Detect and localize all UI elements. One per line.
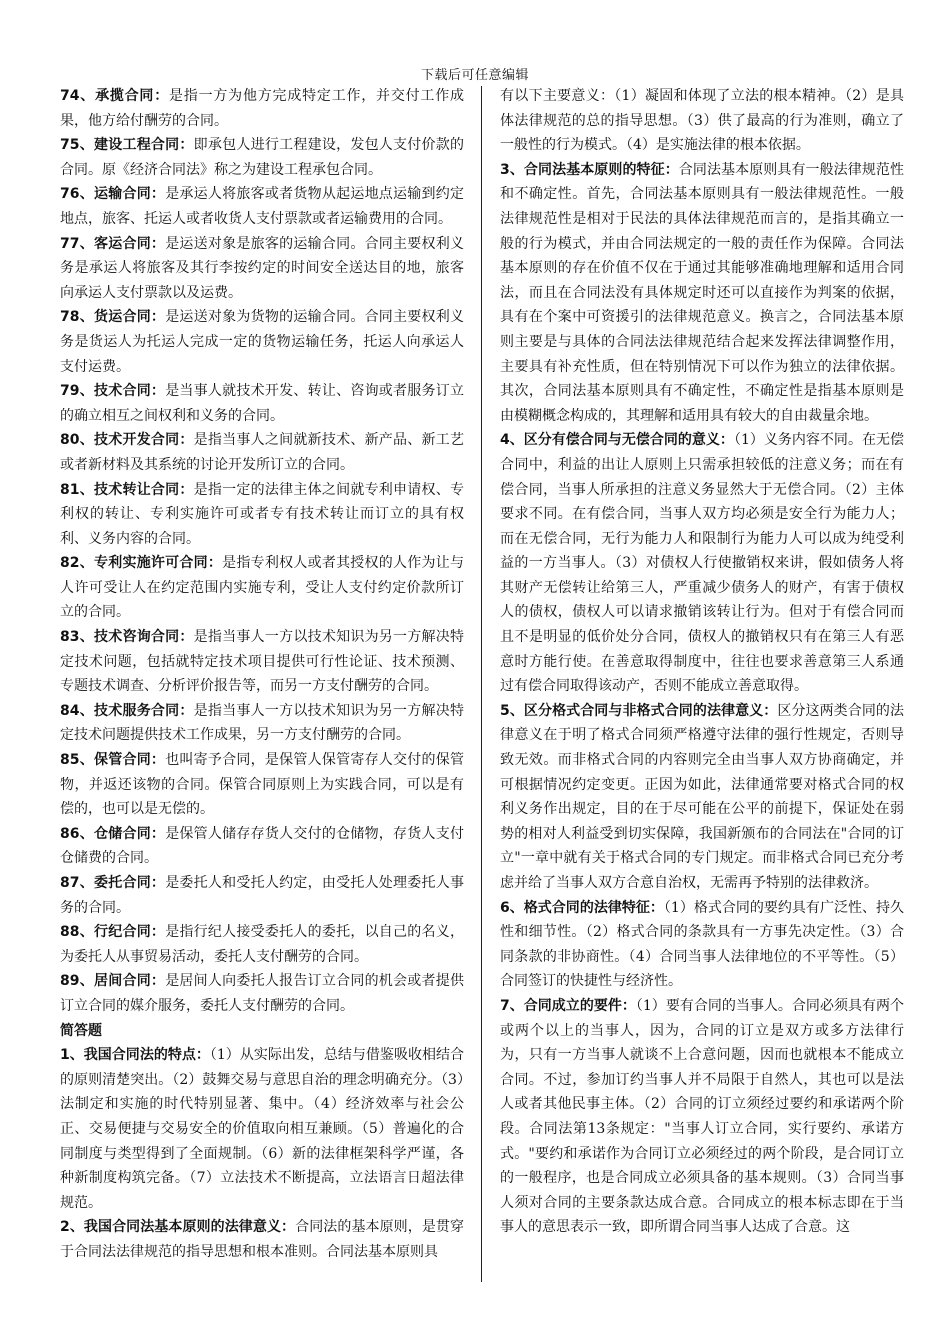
entry-term: 保管合同： bbox=[93, 752, 166, 769]
entry-number: 83、 bbox=[60, 629, 94, 646]
entry-term: 区分有偿合同与无偿合同的意义： bbox=[523, 432, 734, 449]
entry-text: 也叫寄予合同，是保管人保管寄存人交付的保管物，并返还该物的合同。保管合同原则上为实践合同，可以是有偿的，也可以是无偿的。 bbox=[60, 752, 465, 818]
entry-text: 合同法基本原则具有一般法律规范性和不确定性。首先，合同法基本原则具有一般法律规范性。一般法律规范性是相对于民法的具体法律规范而言的，是指其确立一般的行为模式，并由合同法规定的一般的责任作为保障。合同法基本原则的存在价值不仅在于通过其能够准确地理解和适用合同法，而且在合同法没有具体规定时还可以直接作为判案的依据，具有在个案中可资援引的法律规范意义。换言之，合同法基本原则主要是与具体的合同法法律规范结合起来发挥法律调整作用，主要具有补充性质，但在特别情况下可以作为独立的法律依据。其次，合同法基本原则具有不确定性，不确定性是指基本原则是由模糊概念构成的，其理解和适用具有较大的自由裁量余地。 bbox=[500, 161, 905, 424]
entry-number: 81、 bbox=[60, 481, 94, 498]
entry-text: 是保管人储存存货人交付的仓储物，存货人支付仓储费的合同。 bbox=[60, 825, 465, 867]
entry-text: 是指一方为他方完成特定工作，并交付工作成果，他方给付酬劳的合同。 bbox=[60, 88, 465, 129]
entry-number: 85、 bbox=[60, 752, 94, 769]
entry-text: 是指当事人一方以技术知识为另一方解决特定技术问题提供技术工作成果，另一方支付酬劳的合同。 bbox=[60, 702, 465, 744]
answer-entry bbox=[500, 699, 904, 896]
entry-term: 行纪合同： bbox=[93, 924, 166, 941]
entry-text: 是指当事人一方以技术知识为另一方解决特定技术问题，包括就特定技术项目提供可行性论证、技术预测、专题技术调查、分析评价报告等，而另一方支付酬劳的合同。 bbox=[60, 629, 465, 695]
answer-entry bbox=[60, 1215, 464, 1264]
entry-text: （1）从实际出发，总结与借鉴吸收相结合的原则清楚突出。（2）鼓舞交易与意思自治的理念明确充分。（3）法制定和实施的时代特别显著、集中。（4）经济效率与社会公正、交易便捷与交易安全的价值取向相互兼顾。（5）普遍化的合同制度与类型得到了全面规制。（6）新的法律框架科学严谨，各种新制度构筑完备。（7）立法技术不断提高，立法语言日超法律规范。 bbox=[60, 1047, 464, 1211]
entry-text: 是指行纪人接受委托人的委托，以自己的名义，为委托人从事贸易活动，委托人支付酬劳的合同。 bbox=[60, 924, 465, 965]
entry-number: 87、 bbox=[60, 875, 94, 891]
section-title: 简答题 bbox=[60, 1022, 102, 1039]
entry-text: 是指一定的法律主体之间就专利申请权、专利权的转让、专利实施许可或者专有技术转让而订立的具有权利、义务内容的合同。 bbox=[60, 481, 465, 547]
entry-number: 80、 bbox=[60, 432, 94, 449]
entry-number: 89、 bbox=[60, 973, 94, 990]
entry-term: 技术开发合同： bbox=[93, 432, 194, 449]
answer-entry bbox=[500, 428, 904, 699]
entry-term: 区分格式合同与非格式合同的法律意义： bbox=[523, 702, 778, 719]
entry-term: 技术咨询合同： bbox=[93, 629, 194, 646]
entry-text: （1）义务内容不同。在无偿合同中，利益的出让人原则上只需承担较低的注意义务；而在有偿合同，当事人所承担的注意义务显然大于无偿合同。（2）主体要求不同。在有偿合同，当事人双方均必须是安全行为能力人；而在无偿合同，无行为能力人和限制行为能力人可以成为纯受利益的一方当事人。（3）对债权人行使撤销权来讲，假如债务人将其财产无偿转让给第三人，严重减少债务人的财产，有害于债权人的债权，债权人可以请求撤销该转让行为。但对于有偿合同而且不是明显的低价处分合同，债权人的撤销权只有在第三人有恶意时方能行使。在善意取得制度中，往往也要求善意第三人系通过有偿合同取得该动产，否则不能成立善意取得。 bbox=[500, 432, 904, 695]
definition-entry bbox=[60, 551, 464, 625]
entry-term: 合同法基本原则的特征： bbox=[523, 161, 679, 178]
entry-term: 承揽合同： bbox=[95, 88, 170, 104]
answer-entry bbox=[500, 896, 904, 994]
entry-term: 货运合同： bbox=[93, 309, 166, 326]
entry-number: 1、 bbox=[60, 1047, 84, 1064]
entry-text: 区分这两类合同的法律意义在于明了格式合同须严格遵守法律的强行性规定，否则导致无效。而非格式合同的内容则完全由当事人双方协商确定，并可根据情况约定变更。正因为如此，法律通常要对格式合同的权利义务作出规定，目的在于尽可能在公平的前提下，保证处在弱势的相对人利益受到切实保障，我国新颁布的合同法在"合同的订立"一章中就有关于格式合同的专门规定。而非格式合同已充分考虑并给了当事人双方合意自治权，无需再予特别的法律救济。 bbox=[500, 702, 905, 891]
left-column bbox=[60, 84, 464, 1265]
entry-number: 82、 bbox=[60, 555, 94, 572]
answer-entry bbox=[500, 158, 904, 429]
right-column bbox=[500, 84, 904, 1240]
entry-term: 格式合同的法律特征： bbox=[523, 899, 664, 916]
answer-entry bbox=[500, 994, 904, 1240]
entry-text: 是运送对象为货物的运输合同。合同主要权利义务是货运人为托运人完成一定的货物运输任务，托运人向承运人支付运费。 bbox=[60, 309, 465, 375]
entry-text: 是指专利权人或者其授权的人作为让与人许可受让人在约定范围内实施专利，受让人支付约定价款所订立的合同。 bbox=[60, 555, 465, 621]
entry-text: 是居间人向委托人报告订立合同的机会或者提供订立合同的媒介服务，委托人支付酬劳的合同。 bbox=[60, 973, 465, 1014]
entry-number: 4、 bbox=[500, 432, 524, 449]
entry-number: 75、 bbox=[60, 137, 94, 154]
entry-term: 技术合同： bbox=[93, 383, 166, 400]
definition-entry bbox=[60, 748, 464, 822]
definition-entry bbox=[60, 232, 464, 306]
definition-entry bbox=[60, 478, 464, 552]
entry-term: 建设工程合同： bbox=[93, 137, 194, 154]
definition-entry bbox=[60, 428, 464, 477]
entry-term: 委托合同： bbox=[93, 875, 166, 891]
entry-term: 技术转让合同： bbox=[93, 481, 194, 498]
definition-entry bbox=[60, 969, 464, 1018]
entry-text: （1）要有合同的当事人。合同必须具有两个或两个以上的当事人，因为，合同的订立是双方或多方法律行为，只有一方当事人就谈不上合意问题，因而也就根本不能成立合同。不过，参加订约当事人并不局限于自然人，其也可以是法人或者其他民事主体。（2）合同的订立须经过要约和承诺两个阶段。合同法第13条规定："当事人订立合同，实行要约、承诺方式。"要约和承诺作为合同订立必须经过的两个阶段，是合同订立的一般程序，也是合同成立必须具备的基本规则。（3）合同当事人须对合同的主要条款达成合意。合同成立的根本标志即在于当事人的意思表示一致，即所谓合同当事人达成了合意。这 bbox=[500, 997, 905, 1236]
entry-text: 是当事人就技术开发、转让、咨询或者服务订立的确立相互之间权利和义务的合同。 bbox=[60, 383, 465, 424]
definition-entry bbox=[60, 133, 464, 182]
entry-number: 77、 bbox=[60, 235, 94, 252]
short-answer-list-continued bbox=[500, 84, 904, 1240]
entry-number: 74、 bbox=[60, 88, 96, 104]
entry-term: 我国合同法基本原则的法律意义： bbox=[83, 1219, 296, 1236]
definition-entry bbox=[60, 920, 464, 969]
entry-number: 5、 bbox=[500, 702, 524, 719]
entry-number: 7、 bbox=[500, 997, 524, 1014]
entry-text: 是运送对象是旅客的运输合同。合同主要权利义务是承运人将旅客及其行李按约定的时间安全送达目的地，旅客向承运人支付票款以及运费。 bbox=[60, 235, 465, 301]
entry-number: 84、 bbox=[60, 702, 94, 719]
definition-entry bbox=[60, 822, 464, 871]
definition-entry bbox=[60, 305, 464, 379]
entry-text: 是指当事人之间就新技术、新产品、新工艺或者新材料及其系统的讨论开发所订立的合同。 bbox=[60, 432, 465, 473]
entry-number: 88、 bbox=[60, 924, 94, 941]
short-answer-list bbox=[60, 1043, 464, 1264]
entry-number: 2、 bbox=[60, 1219, 84, 1236]
definition-entry bbox=[60, 625, 464, 699]
entry-text: 是承运人将旅客或者货物从起运地点运输到约定地点，旅客、托运人或者收货人支付票款或者运输费用的合同。 bbox=[60, 186, 465, 227]
definition-entry bbox=[60, 699, 464, 748]
entry-number: 6、 bbox=[500, 899, 524, 916]
entry-text: （1）格式合同的要约具有广泛性、持久性和细节性。（2）格式合同的条款具有一方事先决定性。（3）合同条款的非协商性。（4）合同当事人法律地位的不平等性。（5）合同签订的快捷性与经济性。 bbox=[500, 899, 904, 990]
entry-number: 86、 bbox=[60, 825, 94, 842]
answer-entry bbox=[500, 84, 904, 158]
entry-number: 79、 bbox=[60, 383, 94, 400]
definition-entry bbox=[60, 84, 464, 133]
definition-entry bbox=[60, 379, 464, 428]
entry-text: 合同法的基本原则，是贯穿于合同法法律规范的指导思想和根本准则。合同法基本原则具 bbox=[60, 1219, 465, 1260]
entry-number: 76、 bbox=[60, 186, 94, 203]
column-divider bbox=[481, 86, 482, 1282]
entry-text: 是委托人和受托人约定，由受托人处理委托人事务的合同。 bbox=[60, 875, 465, 916]
definition-entry bbox=[60, 871, 464, 920]
definition-entry bbox=[60, 182, 464, 231]
entry-term: 合同成立的要件： bbox=[523, 997, 636, 1014]
entry-term: 客运合同： bbox=[93, 235, 166, 252]
entry-term: 技术服务合同： bbox=[93, 702, 194, 719]
entry-text: 即承包人进行工程建设，发包人支付价款的合同。原《经济合同法》称之为建设工程承包合同。 bbox=[60, 137, 465, 178]
entry-number: 78、 bbox=[60, 309, 94, 326]
entry-term: 专利实施许可合同： bbox=[93, 555, 223, 572]
entry-term: 居间合同： bbox=[93, 973, 166, 990]
entry-term: 运输合同： bbox=[93, 186, 166, 203]
entry-term: 仓储合同： bbox=[93, 825, 166, 842]
entry-term: 我国合同法的特点： bbox=[83, 1047, 210, 1064]
page-header: 下载后可任意编辑 bbox=[420, 68, 529, 83]
definition-list bbox=[60, 84, 464, 1019]
entry-number: 3、 bbox=[500, 161, 524, 178]
answer-entry bbox=[60, 1043, 464, 1215]
entry-text: 有以下主要意义：（1）凝固和体现了立法的根本精神。（2）是具体法律规范的总的指导思想。（3）供了最高的行为准则，确立了一般性的行为模式。（4）是实施法律的根本依据。 bbox=[500, 88, 904, 154]
